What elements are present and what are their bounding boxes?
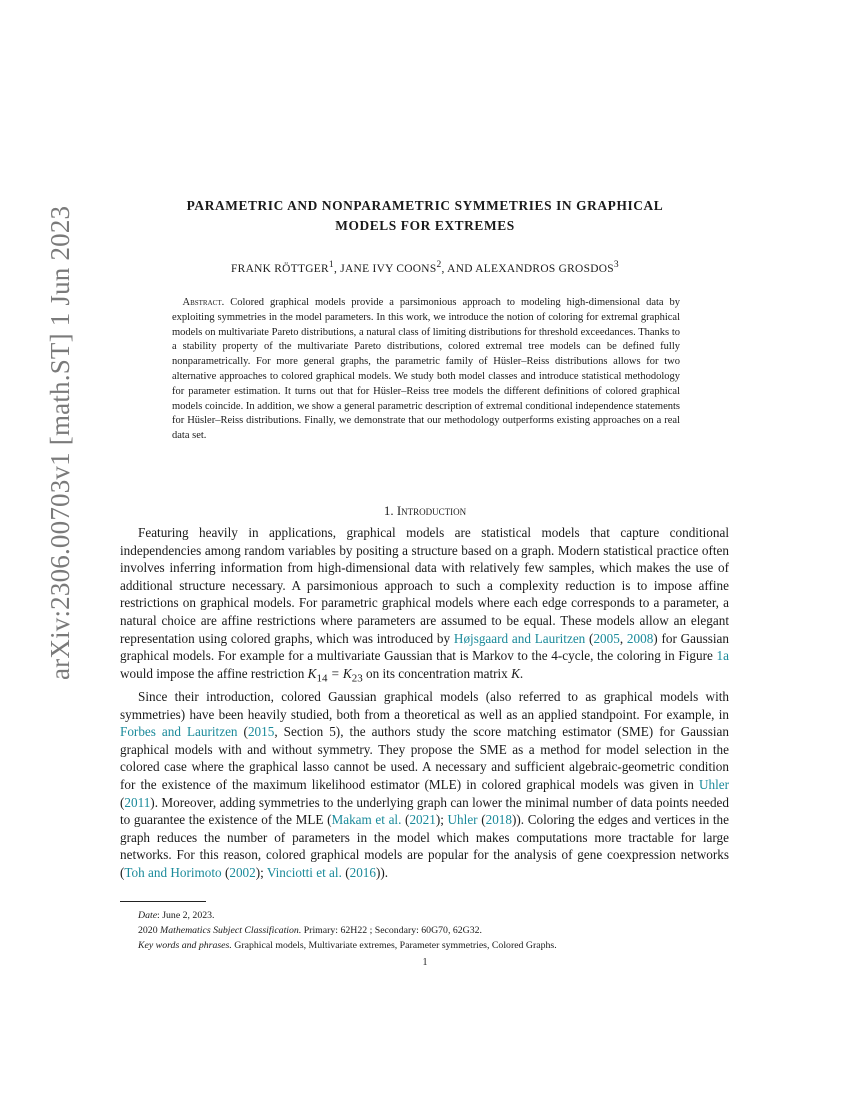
math-symbol: = K	[327, 665, 352, 681]
text-run: Since their introduction, colored Gaussian graphical models (also referred to as graphical models with symmetries) have been heavily studied, both from a theoretical as well as an applied standpoint. For example, in	[120, 688, 729, 722]
section-number: 1.	[383, 503, 394, 518]
text-run: would impose the affine restriction	[120, 665, 308, 681]
citation-year-link[interactable]: 2015	[247, 724, 275, 740]
footnote-keywords	[138, 940, 730, 951]
author-list	[120, 260, 730, 275]
text-run: (	[477, 812, 486, 828]
citation-link[interactable]: Makam et al.	[331, 812, 402, 828]
footnote-value: Graphical models, Multivariate extremes, Parameter symmetries, Colored Graphs.	[231, 940, 557, 951]
footnote-value: Primary: 62H22 ; Secondary: 60G70, 62G32.	[301, 925, 482, 936]
footnote-prefix: 2020	[138, 925, 161, 936]
math-subscript: 14	[316, 672, 328, 685]
abstract-text: Colored graphical models provide a parsimonious approach to modeling high-dimensional data by exploiting symmetries in the model parameters. In this work, we introduce the notion of coloring for extremal graphical models on multivariate Pareto distributions, a natural class of limiting distributions for threshold exceedances. Thanks to a stability property of the multivariate Pareto distributions, colored extremal tree models can be defined fully nonparametrically. For more general graphs, the parametric family of Hüsler–Reiss distributions allows for two alternative approaches to colored graphical models. We study both model classes and introduce statistical methodology for parameter estimation. It turns out that for Hüsler–Reiss tree models the different definitions of colored graphical models coincide. In addition, we show a general parametric description of extremal conditional independence statements for Hüsler–Reiss distributions. Finally, we demonstrate that our methodology outperforms existing approaches on a real data set.	[172, 297, 681, 442]
citation-link[interactable]: Uhler	[447, 812, 478, 828]
footnote-value: : June 2, 2023.	[157, 910, 215, 921]
footnote-divider	[120, 901, 206, 902]
footnote-date	[138, 910, 730, 921]
text-run: );	[255, 864, 267, 880]
footnote-label: Mathematics Subject Classification.	[160, 925, 302, 936]
math-symbol: K	[511, 665, 520, 681]
text-run: (	[401, 812, 410, 828]
footnote-label: Key words and phrases.	[138, 940, 232, 951]
citation-year-link[interactable]: 2018	[485, 812, 512, 828]
affiliation-mark-1: 1	[328, 260, 334, 270]
citation-year-link[interactable]: 2008	[626, 630, 654, 646]
paragraph-1	[120, 524, 729, 688]
author-1: FRANK RÖTTGER	[231, 262, 329, 275]
text-run: .	[519, 665, 524, 681]
text-run: on its concentration matrix	[362, 665, 512, 681]
text-run: ) for Gaussian graphical models. For example for a multivariate Gaussian that is Markov to the 4-cycle, the coloring in Figure	[120, 630, 729, 664]
text-run: );	[435, 812, 448, 828]
citation-year-link[interactable]: 2021	[409, 812, 436, 828]
math-subscript: 23	[351, 672, 363, 685]
citation-year-link[interactable]: 2002	[229, 864, 256, 880]
citation-year-link[interactable]: 2011	[124, 794, 151, 810]
text-run: (	[120, 794, 125, 810]
paper-title	[120, 196, 730, 236]
citation-link[interactable]: Forbes and Lauritzen	[120, 724, 238, 740]
author-3: , AND ALEXANDROS GROSDOS	[441, 262, 614, 275]
affiliation-mark-3: 3	[613, 260, 619, 270]
text-run: (	[237, 724, 248, 740]
author-2: , JANE IVY COONS	[333, 262, 437, 275]
arxiv-identifier: arXiv:2306.00703v1 [math.ST] 1 Jun 2023	[45, 205, 75, 680]
footnote-msc	[138, 925, 730, 936]
text-run: ). Moreover, adding symmetries to the underlying graph can lower the minimal number of data points needed to guarantee the existence of the MLE (	[120, 794, 729, 828]
citation-year-link[interactable]: 2016	[349, 864, 376, 880]
text-run: )). Coloring the edges and vertices in the graph reduces the number of parameters in the model which makes computations more tractable for large networks. For this reason, colored graphical models are popular for the analysis of gene coexpression networks (	[120, 812, 729, 880]
affiliation-mark-2: 2	[436, 260, 442, 270]
text-run: ,	[619, 630, 627, 646]
text-run: )).	[375, 864, 389, 880]
text-run: (	[341, 864, 350, 880]
section-heading	[120, 503, 730, 519]
body-text	[120, 524, 729, 882]
title-line-2: MODELS FOR EXTREMES	[335, 218, 515, 233]
citation-link[interactable]: Vinciotti et al.	[266, 864, 342, 880]
text-run: (	[585, 630, 594, 646]
abstract-label: Abstract.	[182, 297, 225, 308]
title-line-1: PARAMETRIC AND NONPARAMETRIC SYMMETRIES IN GRAPHICAL	[186, 198, 664, 213]
section-title: Introduction	[396, 503, 467, 518]
citation-year-link[interactable]: 2005	[593, 630, 620, 646]
math-symbol: K	[307, 665, 317, 681]
abstract	[172, 296, 680, 444]
citation-link[interactable]: Uhler	[698, 776, 729, 792]
page-number: 1	[422, 957, 428, 968]
citation-link[interactable]: Højsgaard and Lauritzen	[453, 630, 586, 646]
text-run: Featuring heavily in applications, graphical models are statistical models that capture conditional independencies among random variables by positing a structure based on a graph. Modern statistical practice often involves inferring information from high-dimensional data with relatively few samples, which makes the use of additional structure necessary. A parsimonious approach to such a complexity reduction is to impose affine restrictions on graphical models. For parametric graphical models where each edge corresponds to a parameter, a natural choice are affine restrictions where parameters are assumed to be equal. These models allow an elegant representation using colored graphs, which was introduced by	[120, 525, 729, 646]
footnote-label: Date	[138, 910, 158, 921]
arxiv-sidebar-stamp	[22, 205, 75, 680]
paragraph-2	[120, 688, 729, 882]
figure-reference-link[interactable]: 1a	[716, 648, 729, 664]
text-run: (	[221, 864, 230, 880]
text-run: , Section 5), the authors study the score matching estimator (SME) for Gaussian graphical models with and without symmetry. They propose the SME as a method for model selection in the colored case where the graphical lasso cannot be used. A necessary and sufficient algebraic-geometric condition for the existence of the maximum likelihood estimator (MLE) in colored graphical models was given in	[120, 724, 729, 792]
citation-link[interactable]: Toh and Horimoto	[124, 864, 222, 880]
